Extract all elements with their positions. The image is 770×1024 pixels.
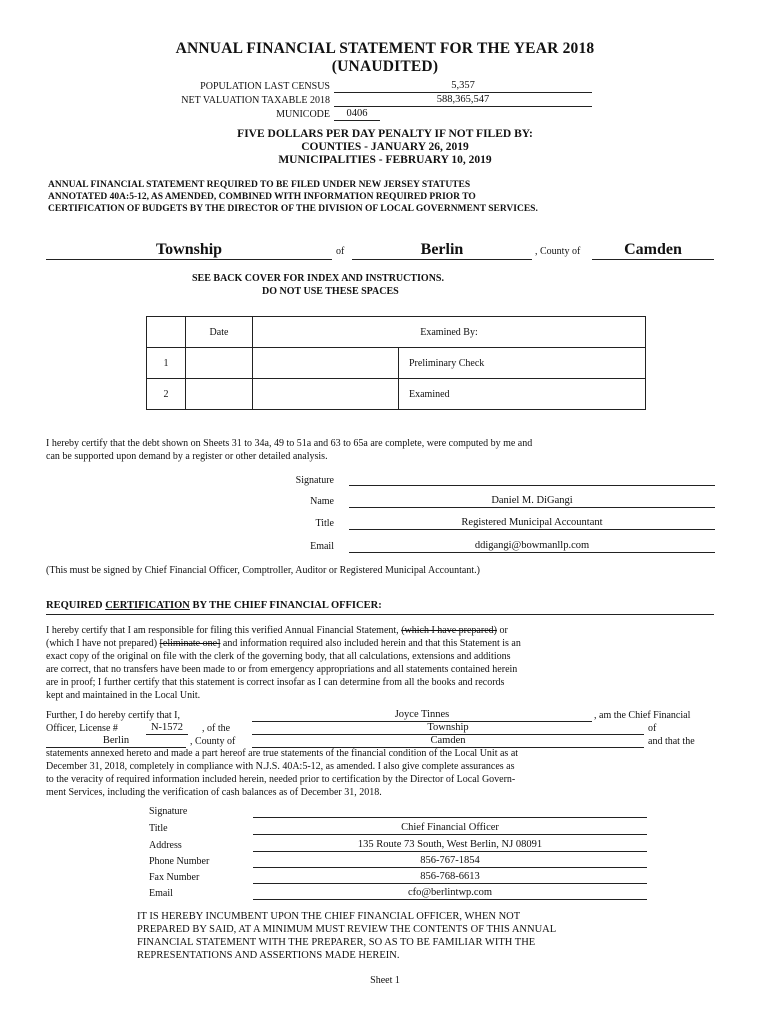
penalty-line-1: FIVE DOLLARS PER DAY PENALTY IF NOT FILED BY:: [237, 128, 533, 140]
incumbent-line-2: PREPARED BY SAID, AT A MINIMUM MUST REVIEW THE CONTENTS OF THIS ANNUAL: [137, 924, 557, 935]
text: and information required also included herein and that this Statement is an: [220, 638, 521, 649]
county-of-label: , County of: [190, 736, 236, 747]
net-valuation-value: 588,365,547: [334, 94, 592, 107]
municode-value: 0406: [334, 108, 380, 121]
struck-text: [eliminate one]: [159, 638, 221, 649]
cfo-email-value: cfo@berlintwp.com: [253, 887, 647, 900]
signature-line[interactable]: [349, 474, 715, 486]
text: I hereby certify that I am responsible for filing this verified Annual Financial Statement,: [46, 625, 402, 636]
debt-cert-line-1: I hereby certify that the debt shown on Sheets 31 to 34a, 49 to 51a and 63 to 65a are complete, were computed by me and: [46, 438, 533, 449]
county-value: Camden: [252, 735, 644, 748]
unit-name: Berlin: [46, 735, 186, 748]
of-label: of: [336, 246, 345, 257]
population-value: 5,357: [334, 80, 592, 93]
of-label-2: of: [648, 723, 657, 734]
row-number: 1: [147, 348, 186, 379]
cfo-para2-line-2: December 31, 2018, completely in compliance with N.J.S. 40A:5-12, as amended. I also give complete assurances as: [46, 761, 515, 772]
municipality-type: Township: [46, 241, 332, 260]
incumbent-line-4: REPRESENTATIONS AND ASSERTIONS MADE HEREIN.: [137, 950, 400, 961]
cfo-signature-line[interactable]: [253, 806, 647, 818]
email-value: ddigangi@bowmanllp.com: [349, 540, 715, 553]
incumbent-line-3: FINANCIAL STATEMENT WITH THE PREPARER, SO AS TO BE FAMILIAR WITH THE: [137, 937, 536, 948]
examined-by-header: Examined By:: [253, 317, 646, 348]
examination-table: [146, 316, 646, 410]
statute-line-1: ANNUAL FINANCIAL STATEMENT REQUIRED TO BE FILED UNDER NEW JERSEY STATUTES: [48, 180, 471, 190]
document-subtitle: (UNAUDITED): [331, 58, 439, 75]
cfo-para-line-3: exact copy of the original on file with the clerk of the governing body, that all calculations, extensions and additions: [46, 651, 511, 662]
name-label: Name: [310, 496, 334, 507]
cfo-cert-heading: [46, 600, 382, 611]
heading-rule: [46, 614, 714, 615]
municipality-name: Berlin: [352, 241, 532, 260]
text: or: [496, 625, 508, 636]
name-value: Daniel M. DiGangi: [349, 495, 715, 508]
heading-part: REQUIRED: [46, 600, 106, 611]
officer-license-label: Officer, License #: [46, 723, 118, 734]
am-the-label: , am the Chief Financial: [594, 710, 691, 721]
cfo-para-line-6: kept and maintained in the Local Unit.: [46, 690, 201, 701]
cfo-title-value: Chief Financial Officer: [253, 822, 647, 835]
county-name: Camden: [592, 241, 714, 260]
address-label: Address: [149, 840, 182, 851]
and-that-label: and that the: [648, 736, 695, 747]
cfo-title-label: Title: [149, 823, 168, 834]
instructions-line-2: DO NOT USE THESE SPACES: [262, 286, 399, 297]
population-label: POPULATION LAST CENSUS: [200, 81, 330, 92]
of-the-label: , of the: [202, 723, 231, 734]
title-value: Registered Municipal Accountant: [349, 517, 715, 530]
email-label: Email: [310, 541, 334, 552]
cfo-email-label: Email: [149, 888, 173, 899]
heading-underlined: CERTIFICATION: [105, 600, 190, 611]
net-valuation-label: NET VALUATION TAXABLE 2018: [181, 95, 330, 106]
signature-label: Signature: [295, 475, 334, 486]
cfo-para-line-2: [46, 638, 521, 651]
cfo-para-line-4: are correct, that no transfers have been made to or from emergency appropriations and all statements contained herein: [46, 664, 518, 675]
statute-line-2: ANNOTATED 40A:5-12, AS AMENDED, COMBINED WITH INFORMATION REQUIRED PRIOR TO: [48, 192, 476, 202]
county-label: , County of: [535, 246, 581, 257]
penalty-line-2: COUNTIES - JANUARY 26, 2019: [301, 141, 469, 153]
license-number: N-1572: [146, 722, 188, 735]
sheet-number: Sheet 1: [370, 975, 400, 986]
statute-line-3: CERTIFICATION OF BUDGETS BY THE DIRECTOR OF THE DIVISION OF LOCAL GOVERNMENT SERVICES.: [48, 204, 538, 214]
address-value: 135 Route 73 South, West Berlin, NJ 08091: [253, 839, 647, 852]
fax-label: Fax Number: [149, 872, 200, 883]
cfo-para-line-1: [46, 625, 508, 638]
phone-label: Phone Number: [149, 856, 210, 867]
incumbent-line-1: IT IS HEREBY INCUMBENT UPON THE CHIEF FINANCIAL OFFICER, WHEN NOT: [137, 911, 521, 922]
cfo-name: Joyce Tinnes: [252, 709, 592, 722]
cfo-para2-line-1: statements annexed hereto and made a part hereof are true statements of the financial condition of the Local Unit as at: [46, 748, 519, 759]
further-label: Further, I do hereby certify that I,: [46, 710, 180, 721]
row-number: 2: [147, 379, 186, 410]
cfo-para2-line-4: ment Services, including the verification of cash balances as of December 31, 2018.: [46, 787, 382, 798]
municode-label: MUNICODE: [276, 109, 330, 120]
unit-type: Township: [252, 722, 644, 735]
instructions-line-1: SEE BACK COVER FOR INDEX AND INSTRUCTIONS.: [192, 273, 444, 284]
signature-note: (This must be signed by Chief Financial Officer, Comptroller, Auditor or Registered Municipal Accountant.): [46, 565, 480, 576]
penalty-line-3: MUNICIPALITIES - FEBRUARY 10, 2019: [278, 154, 492, 166]
document-title: ANNUAL FINANCIAL STATEMENT FOR THE YEAR 2018: [175, 40, 595, 57]
struck-text: (which I have prepared): [401, 625, 497, 636]
title-label: Title: [315, 518, 334, 529]
phone-value: 856-767-1854: [253, 855, 647, 868]
cfo-para-line-5: are in proof; I further certify that this statement is correct insofar as I can determine from all the books and records: [46, 677, 505, 688]
row-label: Examined: [399, 379, 646, 410]
cfo-signature-label: Signature: [149, 806, 188, 817]
debt-cert-line-2: can be supported upon demand by a register or other detailed analysis.: [46, 451, 328, 462]
text: (which I have not prepared): [46, 638, 160, 649]
date-header: Date: [186, 317, 253, 348]
cfo-para2-line-3: to the veracity of required information included herein, needed prior to certification by the Director of Local Govern-: [46, 774, 516, 785]
heading-part: BY THE CHIEF FINANCIAL OFFICER:: [189, 600, 382, 611]
row-label: Preliminary Check: [399, 348, 646, 379]
fax-value: 856-768-6613: [253, 871, 647, 884]
